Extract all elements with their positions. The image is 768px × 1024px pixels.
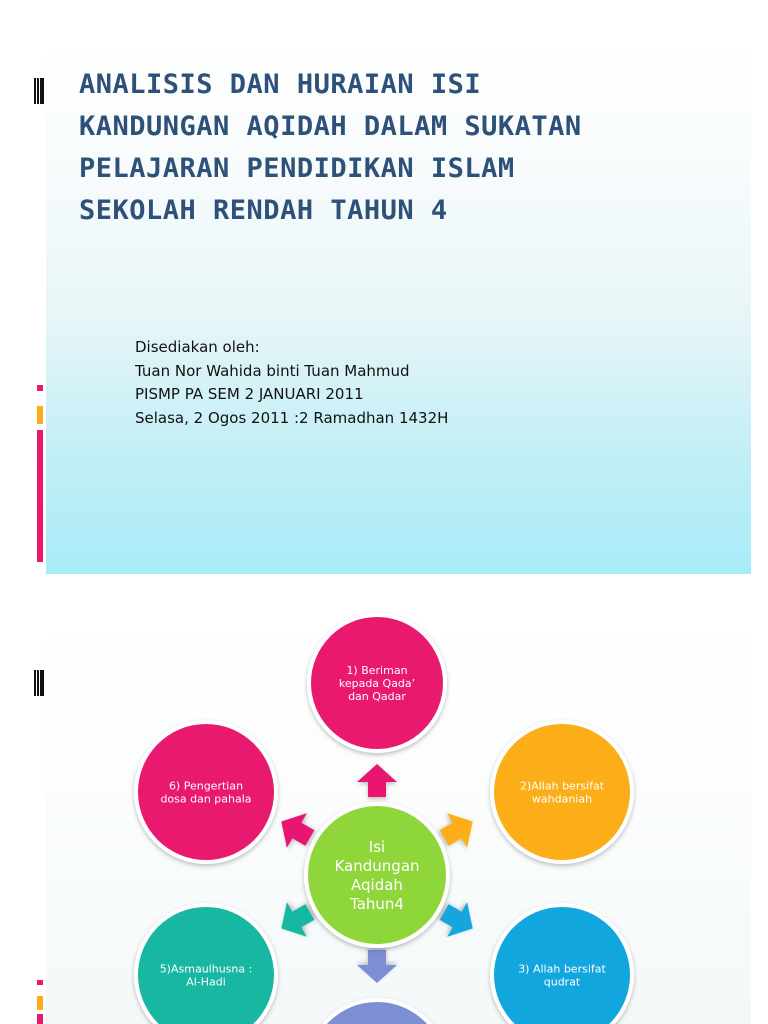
node-label-line: wahdaniah [531,792,593,806]
title-line: ANALISIS DAN HURAIAN ISI [79,69,482,100]
node-label [520,779,605,805]
title-line: KANDUNGAN AQIDAH DALAM SUKATAN [79,111,582,142]
node-label-line: Kandungan [334,856,420,875]
node-label-line: Isi [368,837,386,856]
node-label [339,664,415,703]
radial-diagram [17,600,751,1024]
node-label-line: 2)Allah bersifat [519,779,605,793]
node-label [160,779,251,805]
slide-subtitle [135,336,448,430]
arrow-icon [357,950,397,983]
subtitle-line: PISMP PA SEM 2 JANUARI 2011 [135,385,364,403]
subtitle-line: Disediakan oleh: [135,338,260,356]
node-label-line: dosa dan pahala [160,792,252,806]
title-bullet-icon [34,78,44,104]
node-label-line: 3) Allah bersifat [518,962,606,976]
subtitle-line: Tuan Nor Wahida binti Tuan Mahmud [135,361,410,380]
arrow-icon [357,764,397,797]
node-label-line: qudrat [543,975,581,989]
node-label-line: 1) Beriman [346,663,408,677]
node-label-line: Al-Hadi [186,975,226,989]
accent-bar-pink [37,430,43,562]
slide-2 [17,600,751,1024]
node-label-line: Tahun4 [350,894,404,913]
slide-title [79,64,639,232]
accent-bar-yellow [37,406,43,424]
node-label-line: Aqidah [351,875,403,894]
node-label-line: 6) Pengertian [168,779,244,793]
node-label-line: 5)Asmaulhusna : [159,962,253,976]
node-label-line: dan Qadar [348,689,406,703]
slide-1 [17,40,751,574]
node-label-line: kepada Qada’ [338,676,416,690]
title-line: PELAJARAN PENDIDIKAN ISLAM [79,153,515,184]
subtitle-line: Selasa, 2 Ogos 2011 :2 Ramadhan 1432H [135,408,449,427]
title-line: SEKOLAH RENDAH TAHUN 4 [79,195,448,226]
accent-bar-pink-small [37,385,43,391]
